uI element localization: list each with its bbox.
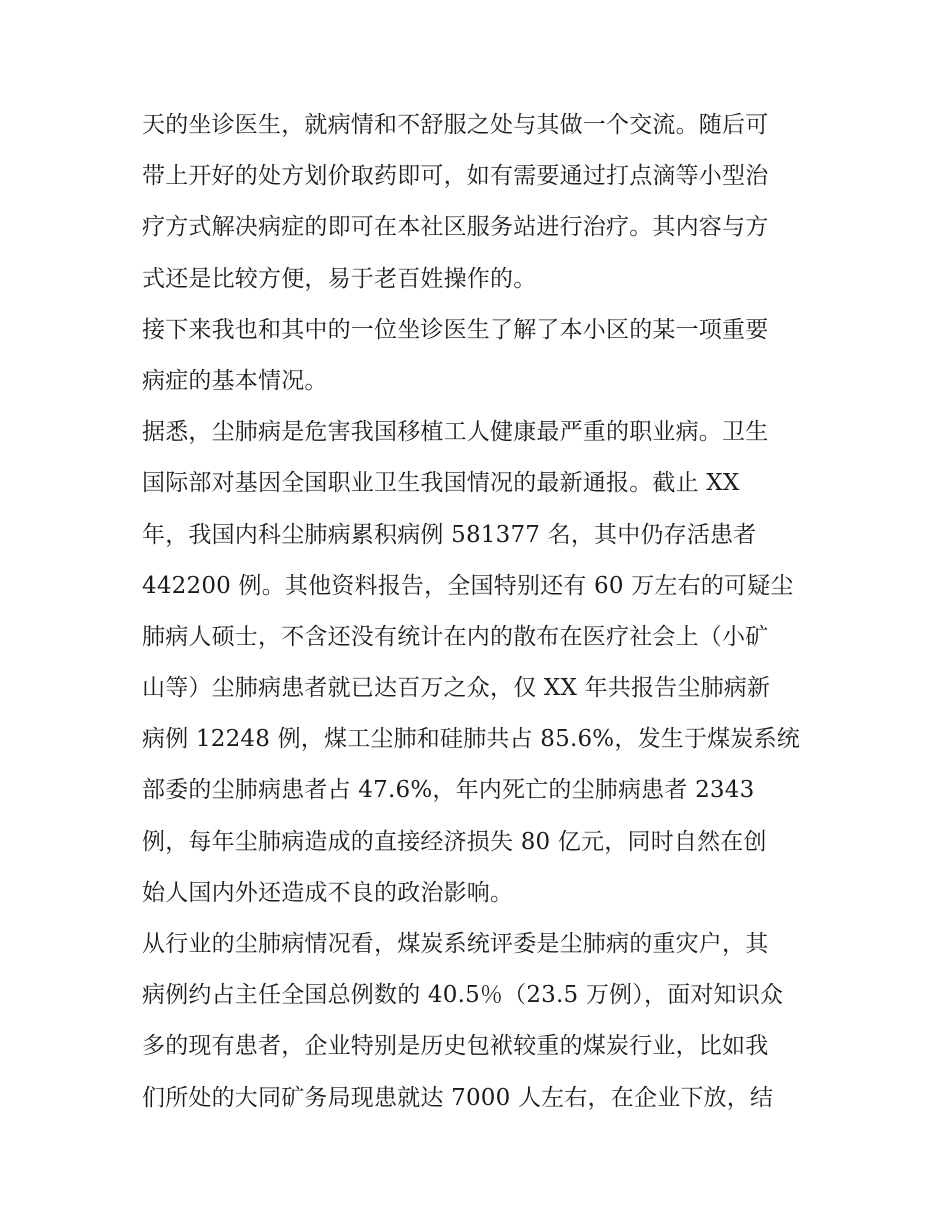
text-line: 部委的尘肺病患者占 47.6%，年内死亡的尘肺病患者 2343 — [142, 777, 755, 804]
text-line: 病例约占主任全国总例数的 40.5％（23.5 万例），面对知识众 — [142, 982, 784, 1009]
text-line: 国际部对基因全国职业卫生我国情况的最新通报。截止 XX — [142, 470, 740, 497]
text-line: 始人国内外还造成不良的政治影响。 — [142, 879, 514, 906]
text-line: 病例 12248 例，煤工尘肺和硅肺共占 85.6%，发生于煤炭系统 — [142, 726, 800, 753]
text-line: 接下来我也和其中的一位坐诊医生了解了本小区的某一项重要 — [142, 316, 769, 343]
text-line: 疗方式解决病症的即可在本社区服务站进行治疗。其内容与方 — [142, 214, 769, 241]
text-line: 式还是比较方便，易于老百姓操作的。 — [142, 265, 537, 292]
text-line: 从行业的尘肺病情况看，煤炭系统评委是尘肺病的重灾户，其 — [142, 931, 769, 957]
text-line: 带上开好的处方划价取药即可，如有需要通过打点滴等小型治 — [142, 163, 769, 190]
text-line: 们所处的大同矿务局现患就达 7000 人左右，在企业下放，结 — [142, 1084, 774, 1111]
text-line: 山等）尘肺病患者就已达百万之众，仅 XX 年共报告尘肺病新 — [142, 675, 771, 702]
text-line: 多的现有患者，企业特别是历史包袱较重的煤炭行业，比如我 — [142, 1033, 769, 1060]
text-line: 442200 例。其他资料报告，全国特别还有 60 万左右的可疑尘 — [142, 572, 794, 599]
text-line: 天的坐诊医生，就病情和不舒服之处与其做一个交流。随后可 — [142, 112, 769, 138]
text-line: 病症的基本情况。 — [142, 367, 328, 394]
text-line: 据悉，尘肺病是危害我国移植工人健康最严重的职业病。卫生 — [142, 419, 769, 446]
text-line: 例，每年尘肺病造成的直接经济损失 80 亿元，同时自然在创 — [142, 828, 767, 855]
text-line: 肺病人硕士，不含还没有统计在内的散布在医疗社会上（小矿 — [142, 623, 769, 650]
body-text — [142, 100, 822, 1124]
text-line: 年，我国内科尘肺病累积病例 581377 名，其中仍存活患者 — [142, 521, 757, 548]
